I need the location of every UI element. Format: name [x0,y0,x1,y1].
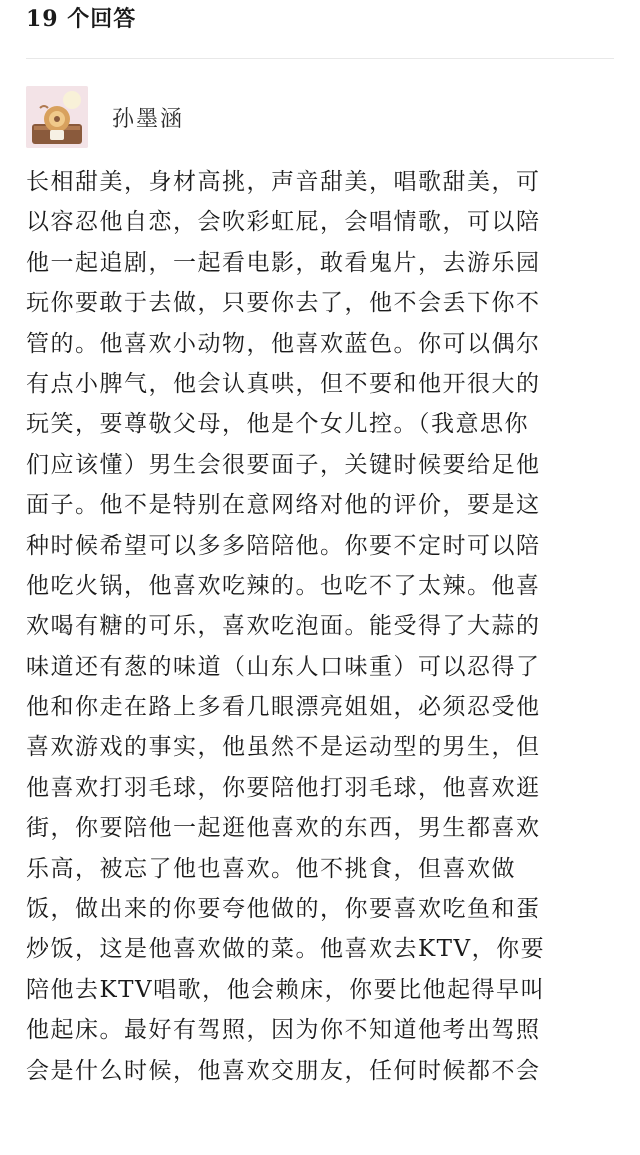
answer-line: 乐高，被忘了他也喜欢。他不挑食，但喜欢做 [26,855,516,882]
answers-count-label: 19 个回答 [26,6,137,32]
answer-line: 种时候希望可以多多陪陪他。你要不定时可以陪 [26,532,541,559]
answer-line: 面子。他不是特别在意网络对他的评价，要是这 [26,492,541,519]
answer-line: 他一起追剧，一起看电影，敢看鬼片，去游乐园 [26,249,541,276]
answer-line: 玩笑，要尊敬父母，他是个女儿控。（我意思你 [26,411,529,438]
answer-line: 他和你走在路上多看几眼漂亮姐姐，必须忍受他 [26,694,541,721]
answer-line: 他喜欢打羽毛球，你要陪他打羽毛球，他喜欢逛 [26,774,541,801]
answer-line: 会是什么时候，他喜欢交朋友，任何时候都不会 [26,1057,541,1084]
answer-content [26,162,616,1091]
cartoon-avatar-icon [26,86,88,148]
answer-line: 陪他去KTV唱歌，他会赖床，你要比他起得早叫 [26,976,546,1003]
answer-line: 他起床。最好有驾照，因为你不知道他考出驾照 [26,1017,541,1044]
answer-line: 味道还有葱的味道（山东人口味重）可以忍得了 [26,653,541,680]
answer-line: 以容忍他自恋，会吹彩虹屁，会唱情歌，可以陪 [26,209,541,236]
answer-line: 炒饭，这是他喜欢做的菜。他喜欢去KTV，你要 [26,936,546,963]
answer-line: 他吃火锅，他喜欢吃辣的。也吃不了太辣。他喜 [26,572,541,599]
answer-line: 长相甜美，身材高挑，声音甜美，唱歌甜美，可 [26,169,541,195]
answer-line: 欢喝有糖的可乐，喜欢吃泡面。能受得了大蒜的 [26,613,541,640]
answer-line: 们应该懂）男生会很要面子，关键时候要给足他 [26,451,541,478]
answer-line: 玩你要敢于去做，只要你去了，他不会丢下你不 [26,290,541,317]
answer-line: 有点小脾气，他会认真哄，但不要和他开很大的 [26,370,541,397]
answers-count-header [26,4,136,34]
header-divider [26,58,614,59]
author-row[interactable] [26,86,184,148]
answer-line: 街，你要陪他一起逛他喜欢的东西，男生都喜欢 [26,815,541,842]
answer-line: 喜欢游戏的事实，他虽然不是运动型的男生，但 [26,734,541,761]
author-name[interactable]: 孙墨涵 [112,106,185,132]
answer-line: 饭，做出来的你要夸他做的，你要喜欢吃鱼和蛋 [26,896,541,923]
answer-line: 管的。他喜欢小动物，他喜欢蓝色。你可以偶尔 [26,330,541,357]
avatar[interactable] [26,86,88,148]
